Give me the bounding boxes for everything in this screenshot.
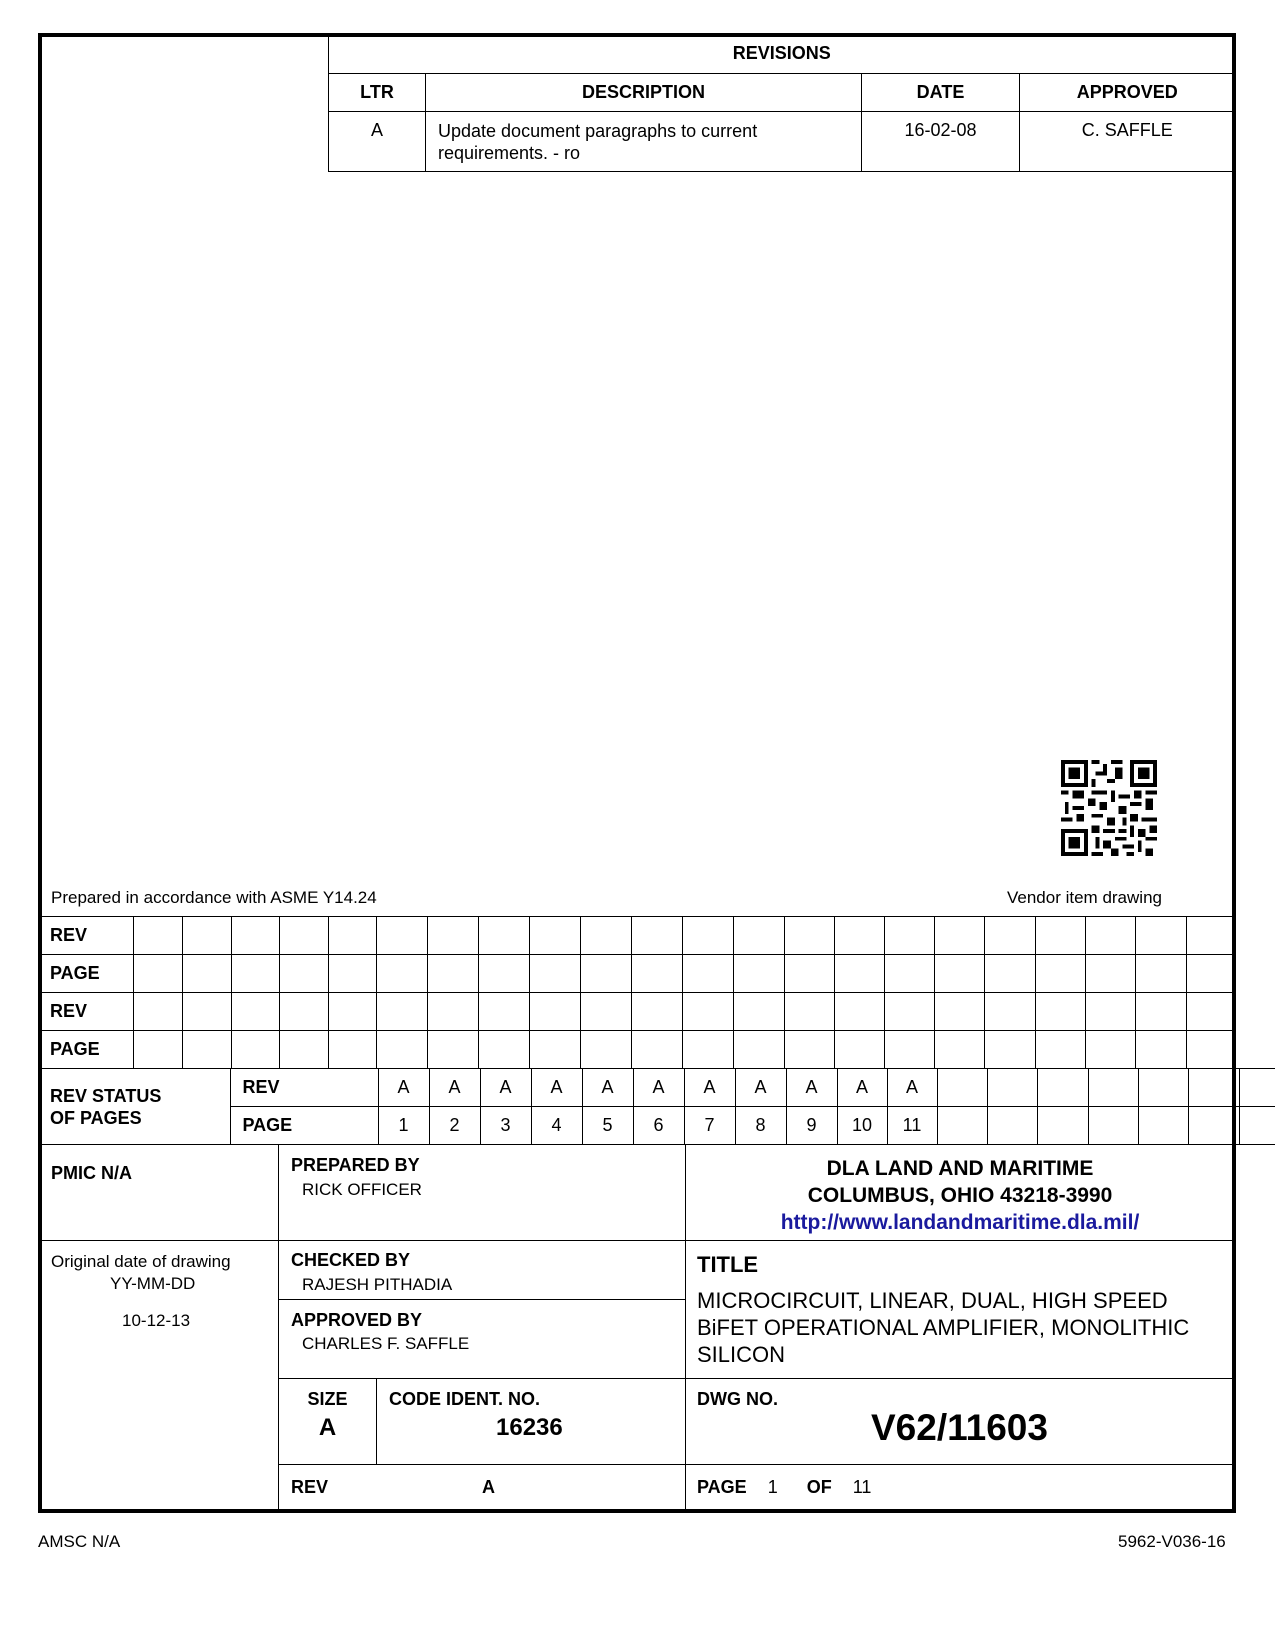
dwg-no-value: V62/11603 [871,1407,1048,1448]
rev-status-page-9: 9 [786,1107,837,1145]
organization-name: DLA LAND AND MARITIME [826,1157,1094,1180]
organization-url-link[interactable]: http://www.landandmaritime.dla.mil/ [780,1211,1140,1234]
rev-status-label-line1: REV STATUS [50,1085,162,1106]
grid-row-label-rev-1: REV [40,917,133,955]
page-total: 11 [852,1477,872,1497]
page-counter [697,1477,871,1498]
of-label: OF [806,1477,832,1497]
rev-status-page-4: 4 [531,1107,582,1145]
size-label: SIZE [307,1389,348,1409]
revision-approved: C. SAFFLE [1020,111,1235,171]
rev-status-page-label: PAGE [230,1107,378,1145]
rev-status-page-1: 1 [378,1107,429,1145]
qr-code-icon [1061,760,1157,856]
revision-ltr: A [329,111,426,171]
title-line1: MICROCIRCUIT, LINEAR, DUAL, HIGH SPEED [697,1288,1168,1313]
col-approved: APPROVED [1020,73,1235,111]
rev-status-page-5: 5 [582,1107,633,1145]
rev-status-rev-6: A [633,1069,684,1107]
revision-row [329,111,1235,171]
rev-status-rev-8: A [735,1069,786,1107]
revision-description-line1: Update document paragraphs to current [438,120,758,141]
rev-status-page-10: 10 [837,1107,887,1145]
title-line2: BiFET OPERATIONAL AMPLIFIER, MONOLITHIC [697,1315,1190,1340]
organization-address: COLUMBUS, OHIO 43218-3990 [807,1184,1113,1207]
rev-status-page-2: 2 [429,1107,480,1145]
title-text [697,1287,1189,1368]
organization-block [686,1155,1234,1236]
page-number: 1 [767,1477,778,1497]
pmic: PMIC N/A [51,1163,132,1183]
page-label: PAGE [697,1477,747,1497]
rev-status-page-8: 8 [735,1107,786,1145]
col-date: DATE [862,73,1020,111]
asme-note: Prepared in accordance with ASME Y14.24 [51,888,377,907]
rev-status-page-11: 11 [887,1107,937,1145]
rev-status-rev-label: REV [230,1069,378,1107]
grid-row-label-page-1: PAGE [40,955,133,993]
original-date-label: Original date of drawing [51,1252,231,1271]
rev-status-rev-3: A [480,1069,531,1107]
rev-status-rev-9: A [786,1069,837,1107]
rev-value: A [482,1477,495,1497]
rev-status-table [40,1068,1275,1145]
col-description: DESCRIPTION [426,73,862,111]
rev-page-grid [40,916,1235,1069]
title-label: TITLE [697,1252,759,1277]
rev-status-rev-10: A [837,1069,887,1107]
revision-description [426,111,862,171]
rev-status-rev-11: A [887,1069,937,1107]
revisions-heading: REVISIONS [329,35,1235,73]
document-number: 5962-V036-16 [1118,1532,1226,1551]
rev-status-page-6: 6 [633,1107,684,1145]
rev-status-page-7: 7 [684,1107,735,1145]
rev-status-rev-4: A [531,1069,582,1107]
dwg-no-label: DWG NO. [697,1389,778,1409]
revision-date: 16-02-08 [862,111,1020,171]
code-ident-label: CODE IDENT. NO. [389,1389,541,1409]
amsc-note: AMSC N/A [38,1532,121,1551]
grid-row-label-rev-2: REV [40,993,133,1031]
original-date-format: YY-MM-DD [110,1274,196,1293]
rev-status-page-3: 3 [480,1107,531,1145]
checked-by-label: CHECKED BY [291,1250,411,1270]
size-value: A [318,1414,337,1441]
revision-description-line2: requirements. - ro [438,142,581,163]
prepared-by-name: RICK OFFICER [302,1180,422,1199]
revisions-table [328,35,1235,172]
rev-status-rev-2: A [429,1069,480,1107]
rev-status-rev-7: A [684,1069,735,1107]
approved-by-label: APPROVED BY [291,1310,423,1330]
grid-row-label-page-2: PAGE [40,1031,133,1069]
rev-status-label [40,1069,230,1145]
code-ident-value: 16236 [496,1414,563,1441]
rev-status-rev-1: A [378,1069,429,1107]
original-date: 10-12-13 [122,1311,191,1330]
prepared-by-label: PREPARED BY [291,1155,420,1175]
col-ltr: LTR [329,73,426,111]
checked-by-name: RAJESH PITHADIA [302,1275,453,1294]
title-line3: SILICON [697,1342,786,1367]
rev-status-label-line2: OF PAGES [50,1107,142,1128]
rev-status-rev-5: A [582,1069,633,1107]
approved-by-name: CHARLES F. SAFFLE [302,1334,470,1353]
vendor-item-note: Vendor item drawing [1007,888,1162,907]
rev-label: REV [291,1477,329,1497]
